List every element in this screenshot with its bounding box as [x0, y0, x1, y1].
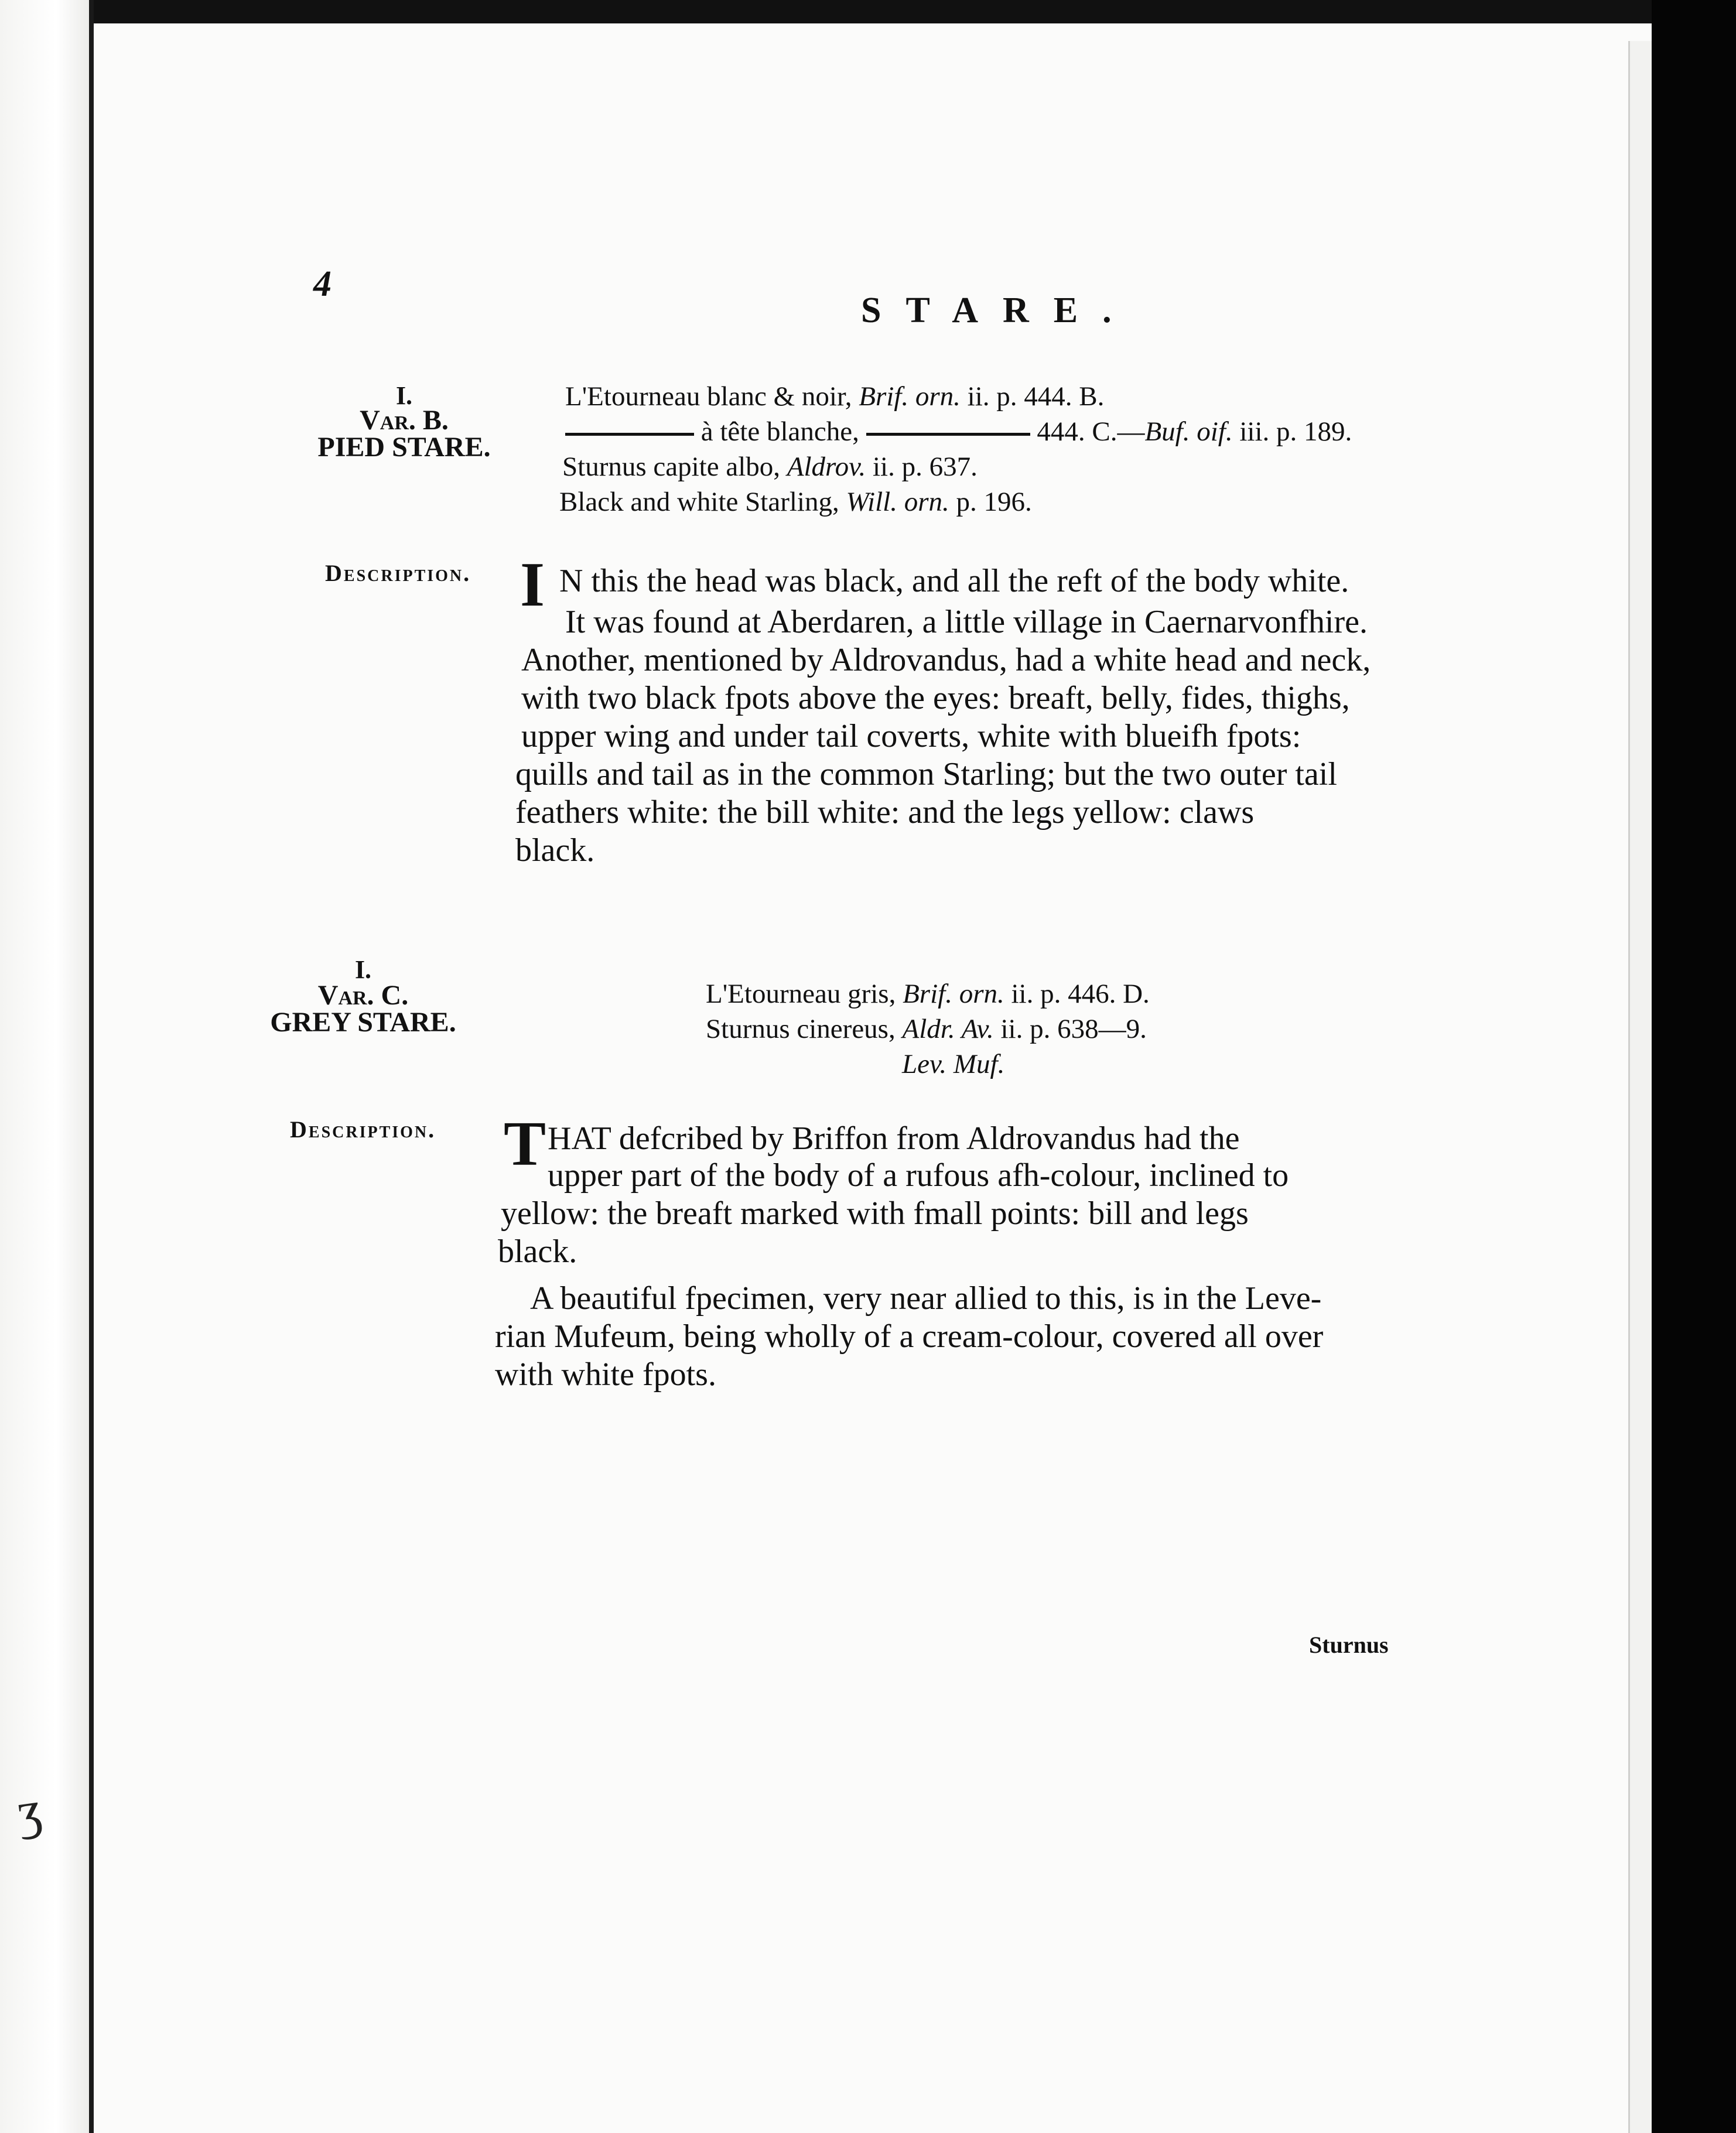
var-c-name: GREY STARE. — [270, 1007, 456, 1038]
var-b-line-3: Another, mentioned by Aldrovandus, had a white head and neck, — [521, 642, 1371, 678]
var-c-line-7: with white fpots. — [495, 1356, 716, 1393]
var-c-line-1: HAT defcribed by Briffon from Aldrovandus had the — [548, 1120, 1240, 1157]
var-c-line-6: rian Mufeum, being wholly of a cream-colour, covered all over — [495, 1318, 1324, 1355]
var-b-line-8: black. — [515, 832, 595, 869]
var-c-line-4: black. — [498, 1233, 577, 1270]
var-b-description-label: Description. — [325, 560, 471, 586]
var-b-synonym-1: L'Etourneau blanc & noir, Brif. orn. ii. p. 444. B. — [565, 381, 1105, 412]
var-b-synonym-2: à tête blanche, 444. C.—Buf. oif. iii. p. 189. — [565, 416, 1352, 447]
margin-pencil-mark: ʒ — [13, 1780, 45, 1841]
var-b-synonym-3: Sturnus capite albo, Aldrov. ii. p. 637. — [562, 452, 978, 482]
var-c-synonym-1: L'Etourneau gris, Brif. orn. ii. p. 446. D. — [706, 979, 1150, 1009]
var-c-number: I. — [354, 955, 372, 984]
left-gutter — [0, 0, 94, 2133]
var-c-label: Var. C. — [317, 980, 409, 1011]
var-c-drop-cap: T — [504, 1109, 546, 1179]
catchword: Sturnus — [1309, 1632, 1389, 1658]
running-head: STARE. — [861, 290, 1136, 330]
ditto-rule — [565, 433, 694, 436]
var-c-description-label: Description. — [290, 1116, 436, 1143]
var-b-drop-cap: I — [520, 550, 545, 620]
var-b-line-1: N this the head was black, and all the reft of the body white. — [559, 563, 1349, 599]
page-edge — [1628, 41, 1653, 2133]
var-b-line-7: feathers white: the bill white: and the legs yellow: claws — [515, 794, 1255, 830]
var-b-line-5: upper wing and under tail coverts, white with blueifh fpots: — [521, 718, 1301, 754]
var-c-synonym-3: Lev. Muf. — [902, 1049, 1005, 1079]
book-page — [94, 23, 1652, 2133]
var-b-label: Var. B. — [360, 405, 449, 436]
var-b-name: PIED STARE. — [317, 432, 491, 463]
var-c-synonym-2: Sturnus cinereus, Aldr. Av. ii. p. 638—9. — [706, 1014, 1147, 1044]
var-b-line-6: quills and tail as in the common Starling; but the two outer tail — [515, 756, 1337, 792]
page-number: 4 — [313, 264, 332, 304]
var-b-synonym-4: Black and white Starling, Will. orn. p. 196. — [559, 487, 1032, 517]
var-c-line-5: A beautiful fpecimen, very near allied to this, is in the Leve- — [530, 1280, 1322, 1317]
var-b-line-4: with two black fpots above the eyes: breaft, belly, fides, thighs, — [521, 680, 1350, 716]
var-c-line-2: upper part of the body of a rufous afh-colour, inclined to — [548, 1157, 1289, 1194]
var-b-line-2: It was found at Aberdaren, a little village in Caernarvonfhire. — [565, 604, 1368, 640]
var-b-number: I. — [395, 381, 413, 410]
var-c-line-3: yellow: the breaft marked with fmall points: bill and legs — [501, 1195, 1249, 1232]
ditto-rule — [866, 433, 1030, 436]
scan-right-border — [1652, 0, 1736, 2133]
